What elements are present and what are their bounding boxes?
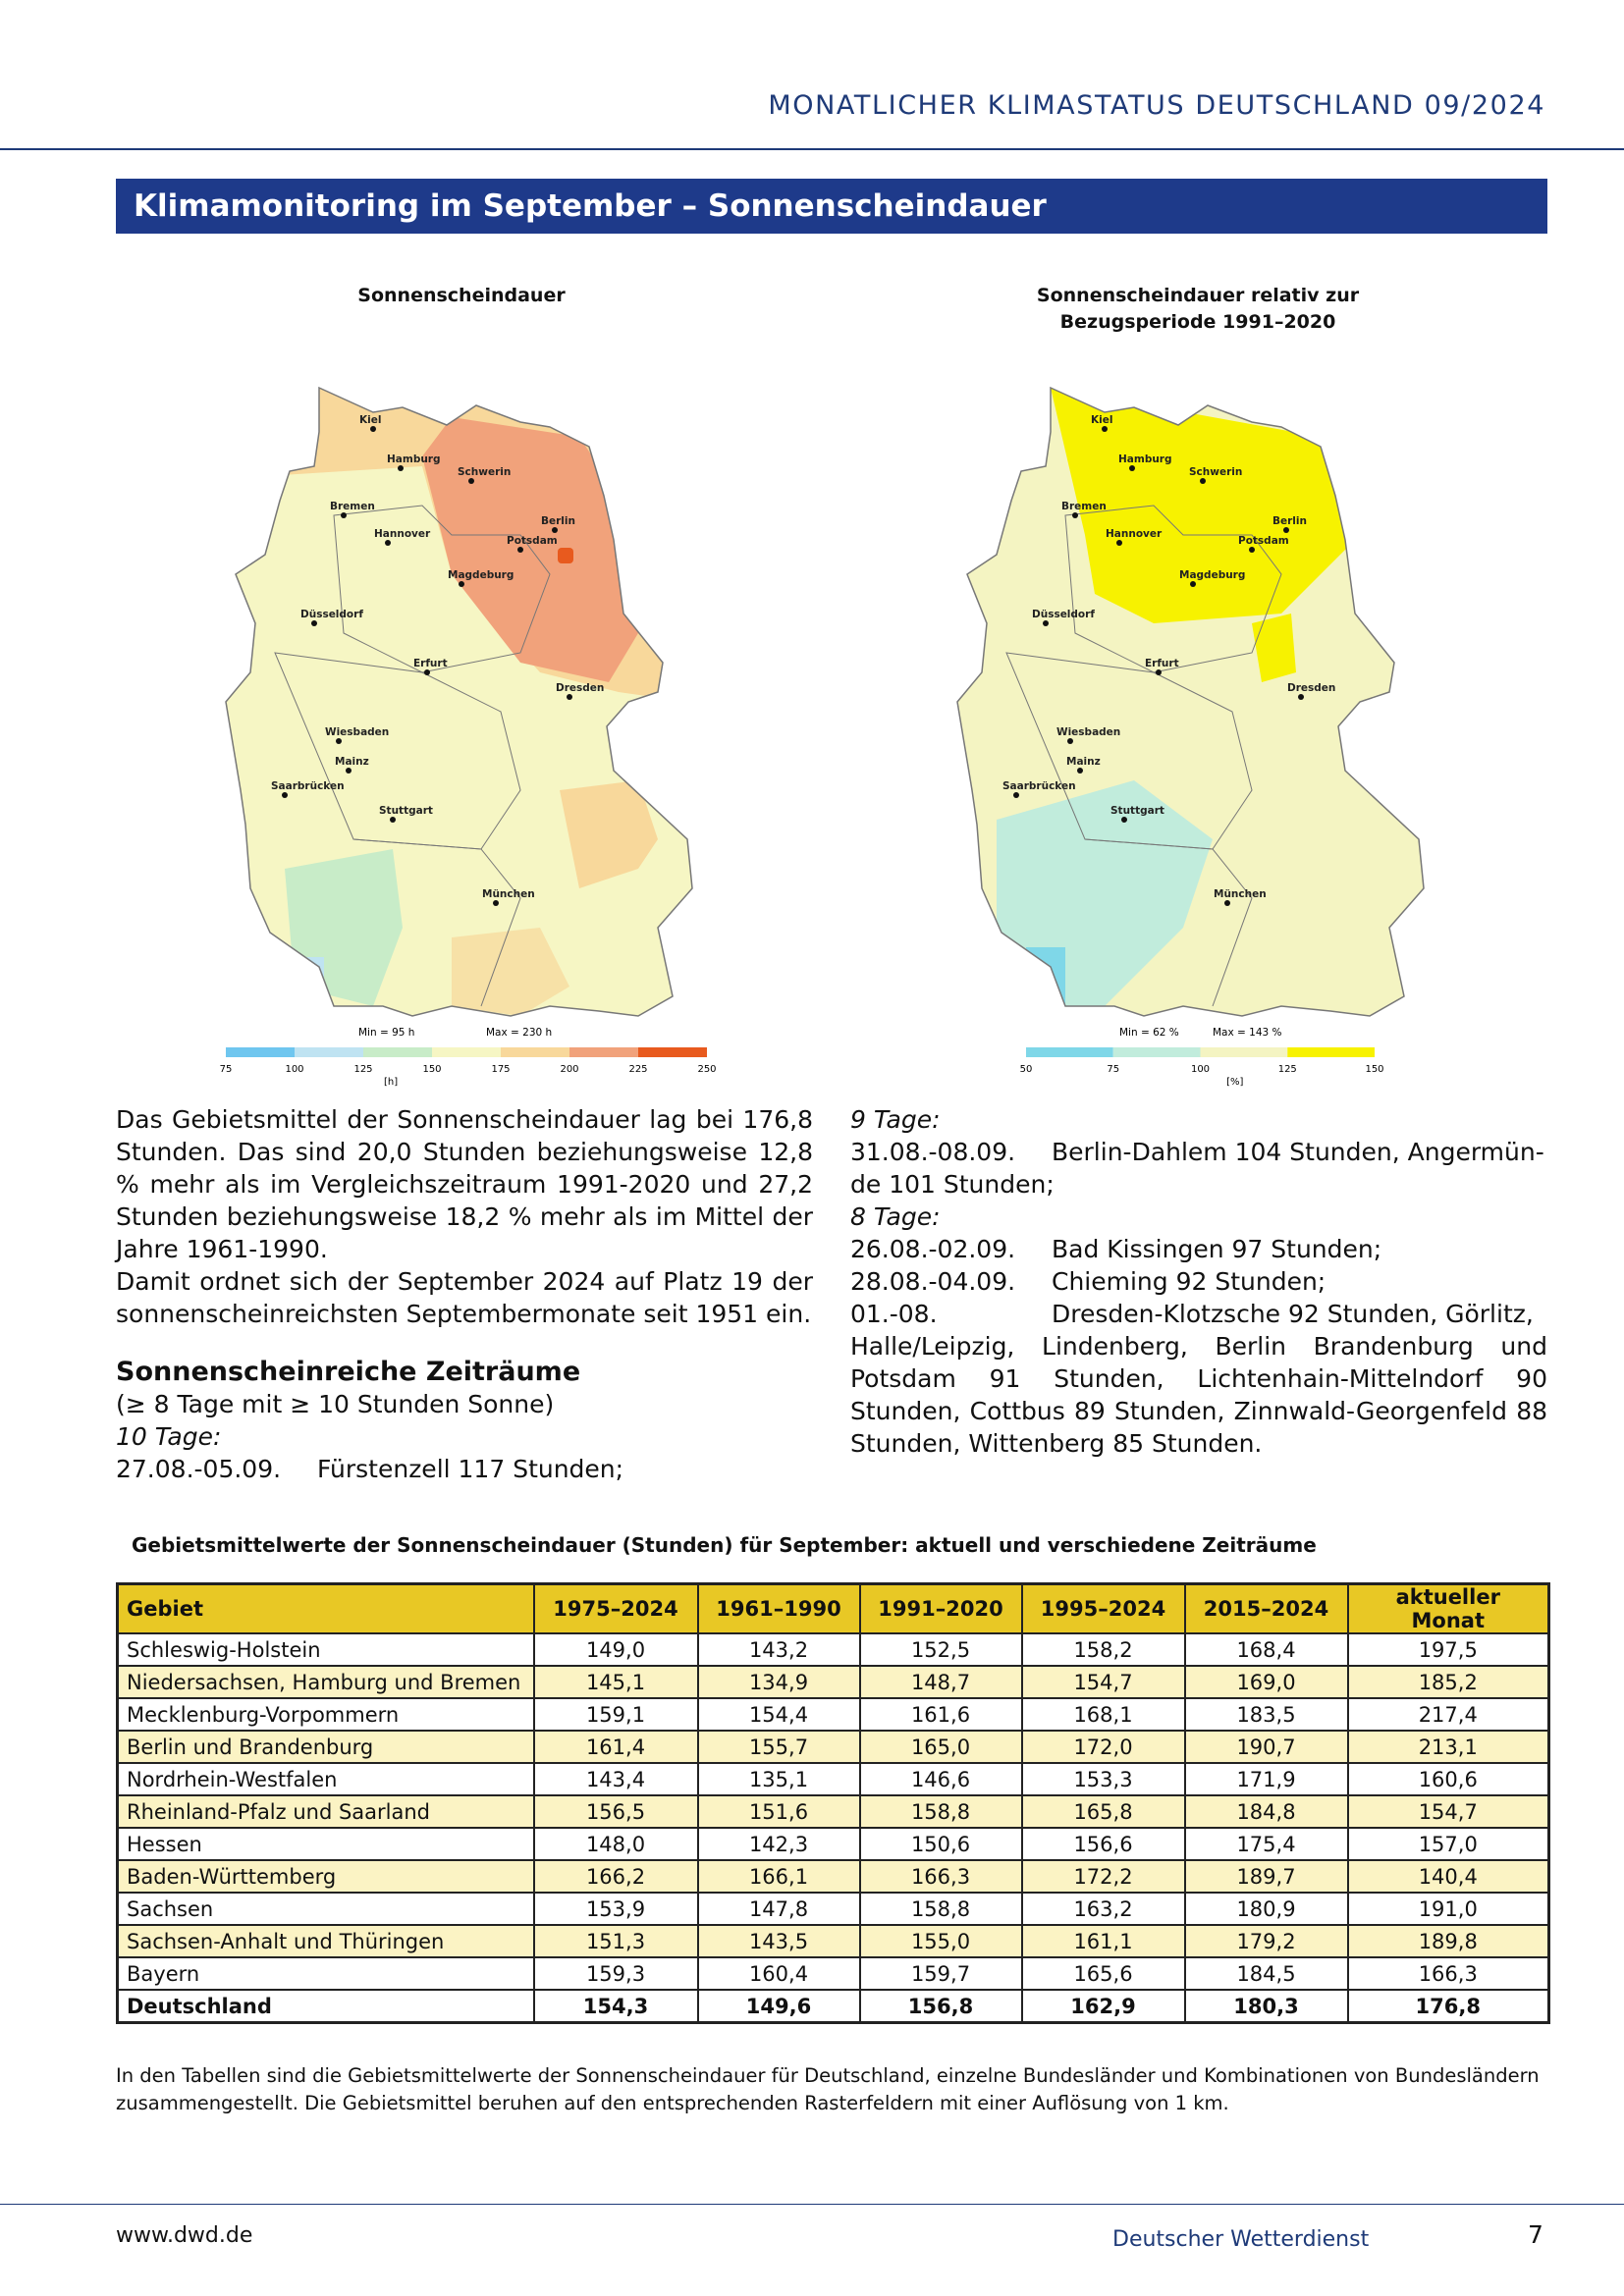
legend-tick: 50 xyxy=(1019,1064,1033,1075)
city-marker xyxy=(282,792,288,798)
value-cell: 168,4 xyxy=(1185,1633,1348,1666)
city-label: Wiesbaden xyxy=(325,726,390,738)
value-cell: 143,4 xyxy=(534,1763,698,1795)
period-date: 27.08.-05.09. xyxy=(116,1455,282,1483)
right-text-column xyxy=(850,1103,1547,1460)
value-cell: 134,9 xyxy=(698,1666,860,1698)
value-cell: 155,0 xyxy=(860,1925,1022,1957)
sunny-periods-criteria: (≥ 8 Tage mit ≥ 10 Stunden Sonne) xyxy=(116,1390,555,1418)
period-text: Bad Kissingen 97 Stunden; xyxy=(1052,1235,1382,1263)
sunny-periods-heading: Sonnenscheinreiche Zeiträume xyxy=(116,1357,581,1387)
value-cell: 169,0 xyxy=(1185,1666,1348,1698)
city-label: Saarbrücken xyxy=(1002,780,1076,792)
city-label: Berlin xyxy=(1272,515,1307,527)
value-cell: 179,2 xyxy=(1185,1925,1348,1957)
table-total-row xyxy=(118,1990,1549,2023)
column-header: 2015–2024 xyxy=(1185,1584,1348,1634)
value-cell: 190,7 xyxy=(1185,1731,1348,1763)
period-date: 28.08.-04.09. xyxy=(850,1267,1016,1296)
column-header: aktueller Monat xyxy=(1348,1584,1549,1634)
value-cell: 160,4 xyxy=(698,1957,860,1990)
city-marker xyxy=(1298,694,1304,700)
value-cell: 161,6 xyxy=(860,1698,1022,1731)
city-marker xyxy=(398,465,404,471)
value-cell: 153,9 xyxy=(534,1893,698,1925)
table-row xyxy=(118,1925,1549,1957)
value-cell: 155,7 xyxy=(698,1731,860,1763)
table-row xyxy=(118,1763,1549,1795)
legend-tick: 125 xyxy=(1277,1064,1297,1075)
relative-sunshine-map xyxy=(957,378,1448,1088)
map2-title-line1: Sonnenscheindauer relativ zur xyxy=(1036,285,1360,306)
city-marker xyxy=(1200,478,1206,484)
footer-divider xyxy=(0,2204,1624,2205)
value-cell: 154,3 xyxy=(534,1990,698,2023)
city-marker xyxy=(1077,768,1083,774)
city-marker xyxy=(424,669,430,675)
value-cell: 143,2 xyxy=(698,1633,860,1666)
value-cell: 161,4 xyxy=(534,1731,698,1763)
city-marker xyxy=(493,900,499,906)
city-marker xyxy=(341,512,347,518)
value-cell: 149,6 xyxy=(698,1990,860,2023)
ranking-paragraph: Damit ordnet sich der September 2024 auf Platz 19 der sonnenscheinreichsten Septembermonate seit 1951 ein. xyxy=(116,1267,813,1328)
period-date: 01.-08. xyxy=(850,1300,938,1328)
map1-title: Sonnenscheindauer xyxy=(357,285,566,306)
map2-title-line2: Bezugsperiode 1991–2020 xyxy=(1059,311,1336,333)
city-marker xyxy=(459,581,464,587)
legend-swatch xyxy=(638,1047,707,1057)
city-marker xyxy=(370,426,376,432)
city-label: Magdeburg xyxy=(1179,569,1246,581)
value-cell: 163,2 xyxy=(1022,1893,1185,1925)
period-entry xyxy=(850,1265,1547,1298)
table-row xyxy=(118,1666,1549,1698)
value-cell: 142,3 xyxy=(698,1828,860,1860)
city-label: Potsdam xyxy=(507,535,558,547)
city-marker xyxy=(1129,465,1135,471)
value-cell: 158,8 xyxy=(860,1893,1022,1925)
table-row xyxy=(118,1828,1549,1860)
period-date: 26.08.-02.09. xyxy=(850,1235,1016,1263)
map2-max-label: Max = 143 % xyxy=(1213,1027,1282,1039)
region-cell: Sachsen-Anhalt und Thüringen xyxy=(118,1925,534,1957)
value-cell: 159,1 xyxy=(534,1698,698,1731)
map1-max-label: Max = 230 h xyxy=(486,1027,553,1039)
city-marker xyxy=(1283,527,1289,533)
city-label: Potsdam xyxy=(1238,535,1289,547)
value-cell: 154,7 xyxy=(1348,1795,1549,1828)
value-cell: 140,4 xyxy=(1348,1860,1549,1893)
city-marker xyxy=(385,540,391,546)
sunshine-table xyxy=(116,1582,1550,2024)
city-label: Kiel xyxy=(359,414,382,426)
value-cell: 172,0 xyxy=(1022,1731,1185,1763)
legend-tick: 175 xyxy=(491,1064,511,1075)
legend-swatch xyxy=(432,1047,501,1057)
table-row xyxy=(118,1731,1549,1763)
legend-swatch xyxy=(226,1047,295,1057)
legend-swatch xyxy=(295,1047,363,1057)
city-marker xyxy=(346,768,352,774)
city-marker xyxy=(567,694,572,700)
table-row xyxy=(118,1957,1549,1990)
city-marker xyxy=(1121,817,1127,823)
period-text: Fürstenzell 117 Stunden; xyxy=(317,1455,624,1483)
city-marker xyxy=(1072,512,1078,518)
period-entry xyxy=(850,1298,1547,1330)
legend-swatch xyxy=(1201,1047,1288,1057)
region-cell: Rheinland-Pfalz und Saarland xyxy=(118,1795,534,1828)
value-cell: 156,8 xyxy=(860,1990,1022,2023)
city-label: Bremen xyxy=(330,501,375,512)
city-label: Mainz xyxy=(1066,756,1101,768)
legend-tick: 100 xyxy=(285,1064,304,1075)
value-cell: 165,8 xyxy=(1022,1795,1185,1828)
column-header: 1961–1990 xyxy=(698,1584,860,1634)
table-row xyxy=(118,1633,1549,1666)
city-marker xyxy=(1190,581,1196,587)
legend-swatch xyxy=(1026,1047,1113,1057)
value-cell: 189,7 xyxy=(1185,1860,1348,1893)
city-marker xyxy=(1013,792,1019,798)
value-cell: 146,6 xyxy=(860,1763,1022,1795)
city-label: Saarbrücken xyxy=(271,780,345,792)
region-cell: Deutschland xyxy=(118,1990,534,2023)
legend-unit: [%] xyxy=(1226,1077,1244,1088)
city-marker xyxy=(1067,738,1073,744)
column-header: 1995–2024 xyxy=(1022,1584,1185,1634)
table-row xyxy=(118,1795,1549,1828)
value-cell: 154,7 xyxy=(1022,1666,1185,1698)
value-cell: 159,3 xyxy=(534,1957,698,1990)
website-link[interactable]: www.dwd.de xyxy=(116,2223,253,2248)
legend-tick: 125 xyxy=(353,1064,373,1075)
legend-tick: 100 xyxy=(1190,1064,1211,1075)
legend-tick: 150 xyxy=(1365,1064,1384,1075)
value-cell: 148,0 xyxy=(534,1828,698,1860)
city-marker xyxy=(311,620,317,626)
value-cell: 191,0 xyxy=(1348,1893,1549,1925)
table-row xyxy=(118,1893,1549,1925)
value-cell: 165,6 xyxy=(1022,1957,1185,1990)
city-marker xyxy=(552,527,558,533)
value-cell: 150,6 xyxy=(860,1828,1022,1860)
column-header: 1975–2024 xyxy=(534,1584,698,1634)
table-header-row xyxy=(118,1584,1549,1634)
city-label: Mainz xyxy=(335,756,369,768)
city-marker xyxy=(1224,900,1230,906)
value-cell: 172,2 xyxy=(1022,1860,1185,1893)
region-cell: Berlin und Brandenburg xyxy=(118,1731,534,1763)
value-cell: 166,2 xyxy=(534,1860,698,1893)
value-cell: 158,2 xyxy=(1022,1633,1185,1666)
legend-tick: 75 xyxy=(1107,1064,1120,1075)
value-cell: 143,5 xyxy=(698,1925,860,1957)
value-cell: 157,0 xyxy=(1348,1828,1549,1860)
city-label: Düsseldorf xyxy=(300,609,363,620)
city-marker xyxy=(1043,620,1049,626)
left-text-column xyxy=(116,1103,813,1485)
map2-title xyxy=(943,283,1453,336)
value-cell: 180,9 xyxy=(1185,1893,1348,1925)
legend-swatch xyxy=(1113,1047,1201,1057)
city-label: Dresden xyxy=(556,682,605,694)
region-cell: Baden-Württemberg xyxy=(118,1860,534,1893)
period-entry xyxy=(850,1233,1547,1265)
map1-min-label: Min = 95 h xyxy=(358,1027,415,1039)
city-label: München xyxy=(1214,888,1267,900)
group-9-days-label: 9 Tage: xyxy=(850,1105,941,1134)
value-cell: 162,9 xyxy=(1022,1990,1185,2023)
city-marker xyxy=(336,738,342,744)
sunshine-hours-map xyxy=(219,378,717,1088)
value-cell: 156,5 xyxy=(534,1795,698,1828)
legend-swatch xyxy=(1287,1047,1375,1057)
value-cell: 151,6 xyxy=(698,1795,860,1828)
value-cell: 161,1 xyxy=(1022,1925,1185,1957)
period-entry xyxy=(850,1136,1547,1168)
city-label: Stuttgart xyxy=(379,805,433,817)
city-marker xyxy=(468,478,474,484)
legend-tick: 200 xyxy=(560,1064,579,1075)
region-cell: Nordrhein-Westfalen xyxy=(118,1763,534,1795)
city-label: Kiel xyxy=(1091,414,1113,426)
region-cell: Mecklenburg-Vorpommern xyxy=(118,1698,534,1731)
table-caption: Gebietsmittelwerte der Sonnenscheindauer (Stunden) für September: aktuell und verschiedene Zeiträume xyxy=(132,1533,1317,1557)
value-cell: 154,4 xyxy=(698,1698,860,1731)
value-cell: 149,0 xyxy=(534,1633,698,1666)
period-text: Chieming 92 Stunden; xyxy=(1052,1267,1326,1296)
city-marker xyxy=(1116,540,1122,546)
city-label: Hamburg xyxy=(1118,454,1172,465)
value-cell: 184,5 xyxy=(1185,1957,1348,1990)
period-text-continued: Halle/Leipzig, Lindenberg, Berlin Brandenburg und Potsdam 91 Stunden, Lichtenhain-Mittelndorf 90 Stunden, Cottbus 89 Stunden, Zinnwald-Georgenfeld 88 Stunden, Wittenberg 85 Stunden. xyxy=(850,1332,1547,1458)
table-row xyxy=(118,1860,1549,1893)
city-label: Magdeburg xyxy=(448,569,514,581)
section-title: Klimamonitoring im September – Sonnenscheindauer xyxy=(116,179,1547,234)
legend-tick: 250 xyxy=(697,1064,717,1075)
legend-swatch xyxy=(501,1047,569,1057)
legend-swatch xyxy=(363,1047,432,1057)
city-label: Schwerin xyxy=(458,466,512,478)
city-marker xyxy=(1102,426,1108,432)
city-marker xyxy=(517,547,523,553)
city-label: Düsseldorf xyxy=(1032,609,1095,620)
legend-swatch xyxy=(569,1047,638,1057)
value-cell: 213,1 xyxy=(1348,1731,1549,1763)
value-cell: 165,0 xyxy=(860,1731,1022,1763)
period-text: Dresden-Klotzsche 92 Stunden, Görlitz, xyxy=(1052,1300,1534,1328)
value-cell: 189,8 xyxy=(1348,1925,1549,1957)
group-10-days-label: 10 Tage: xyxy=(116,1422,222,1451)
period-date: 31.08.-08.09. xyxy=(850,1138,1016,1166)
value-cell: 166,3 xyxy=(1348,1957,1549,1990)
city-label: Hannover xyxy=(374,528,431,540)
value-cell: 184,8 xyxy=(1185,1795,1348,1828)
value-cell: 153,3 xyxy=(1022,1763,1185,1795)
value-cell: 148,7 xyxy=(860,1666,1022,1698)
value-cell: 175,4 xyxy=(1185,1828,1348,1860)
value-cell: 158,8 xyxy=(860,1795,1022,1828)
table-footnote: In den Tabellen sind die Gebietsmittelwerte der Sonnenscheindauer für Deutschland, einzelne Bundesländer und Kombinationen von Bundesländern zusammengestellt. Die Gebietsmittel beruhen auf den entsprechenden Rasterfeldern mit einer Auflösung von 1 km. xyxy=(116,2064,1540,2114)
period-entry xyxy=(116,1453,813,1485)
value-cell: 217,4 xyxy=(1348,1698,1549,1731)
page-number: 7 xyxy=(1528,2220,1543,2249)
city-label: Hamburg xyxy=(387,454,441,465)
city-label: Erfurt xyxy=(413,658,448,669)
value-cell: 160,6 xyxy=(1348,1763,1549,1795)
value-cell: 168,1 xyxy=(1022,1698,1185,1731)
city-label: Bremen xyxy=(1061,501,1107,512)
value-cell: 197,5 xyxy=(1348,1633,1549,1666)
region-cell: Hessen xyxy=(118,1828,534,1860)
legend-tick: 75 xyxy=(219,1064,233,1075)
city-label: Berlin xyxy=(541,515,575,527)
city-label: Wiesbaden xyxy=(1056,726,1121,738)
summary-paragraph: Das Gebietsmittel der Sonnenscheindauer lag bei 176,8 Stunden. Das sind 20,0 Stunden beziehungsweise 12,8 % mehr als im Vergleichszeitraum 1991-2020 und 27,2 Stunden beziehungsweise 18,2 % mehr als im Mittel der Jahre 1961-1990. xyxy=(116,1105,813,1263)
region-cell: Niedersachsen, Hamburg und Bremen xyxy=(118,1666,534,1698)
value-cell: 135,1 xyxy=(698,1763,860,1795)
organization-name: Deutscher Wetterdienst xyxy=(1112,2227,1370,2252)
value-cell: 152,5 xyxy=(860,1633,1022,1666)
group-8-days-label: 8 Tage: xyxy=(850,1202,941,1231)
report-title: MONATLICHER KLIMASTATUS DEUTSCHLAND 09/2024 xyxy=(768,90,1545,121)
map2-min-label: Min = 62 % xyxy=(1119,1027,1179,1039)
value-cell: 147,8 xyxy=(698,1893,860,1925)
city-label: Dresden xyxy=(1287,682,1336,694)
period-text: Berlin-Dahlem 104 Stunden, Angermün- xyxy=(1052,1138,1544,1166)
region-cell: Sachsen xyxy=(118,1893,534,1925)
value-cell: 176,8 xyxy=(1348,1990,1549,2023)
value-cell: 183,5 xyxy=(1185,1698,1348,1731)
value-cell: 166,3 xyxy=(860,1860,1022,1893)
value-cell: 185,2 xyxy=(1348,1666,1549,1698)
region-cell: Bayern xyxy=(118,1957,534,1990)
header-divider xyxy=(0,148,1624,150)
value-cell: 171,9 xyxy=(1185,1763,1348,1795)
legend-unit: [h] xyxy=(384,1077,399,1088)
column-header-region: Gebiet xyxy=(118,1584,534,1634)
region-cell: Schleswig-Holstein xyxy=(118,1633,534,1666)
city-marker xyxy=(1156,669,1162,675)
value-cell: 159,7 xyxy=(860,1957,1022,1990)
value-cell: 151,3 xyxy=(534,1925,698,1957)
legend-tick: 150 xyxy=(422,1064,442,1075)
value-cell: 145,1 xyxy=(534,1666,698,1698)
city-label: Erfurt xyxy=(1145,658,1179,669)
value-cell: 156,6 xyxy=(1022,1828,1185,1860)
value-cell: 166,1 xyxy=(698,1860,860,1893)
city-label: Hannover xyxy=(1106,528,1163,540)
value-cell: 180,3 xyxy=(1185,1990,1348,2023)
city-label: München xyxy=(482,888,535,900)
period-text-continued: de 101 Stunden; xyxy=(850,1170,1055,1199)
legend-tick: 225 xyxy=(628,1064,648,1075)
city-label: Stuttgart xyxy=(1110,805,1164,817)
city-marker xyxy=(390,817,396,823)
city-marker xyxy=(1249,547,1255,553)
table-row xyxy=(118,1698,1549,1731)
city-label: Schwerin xyxy=(1189,466,1243,478)
column-header: 1991–2020 xyxy=(860,1584,1022,1634)
